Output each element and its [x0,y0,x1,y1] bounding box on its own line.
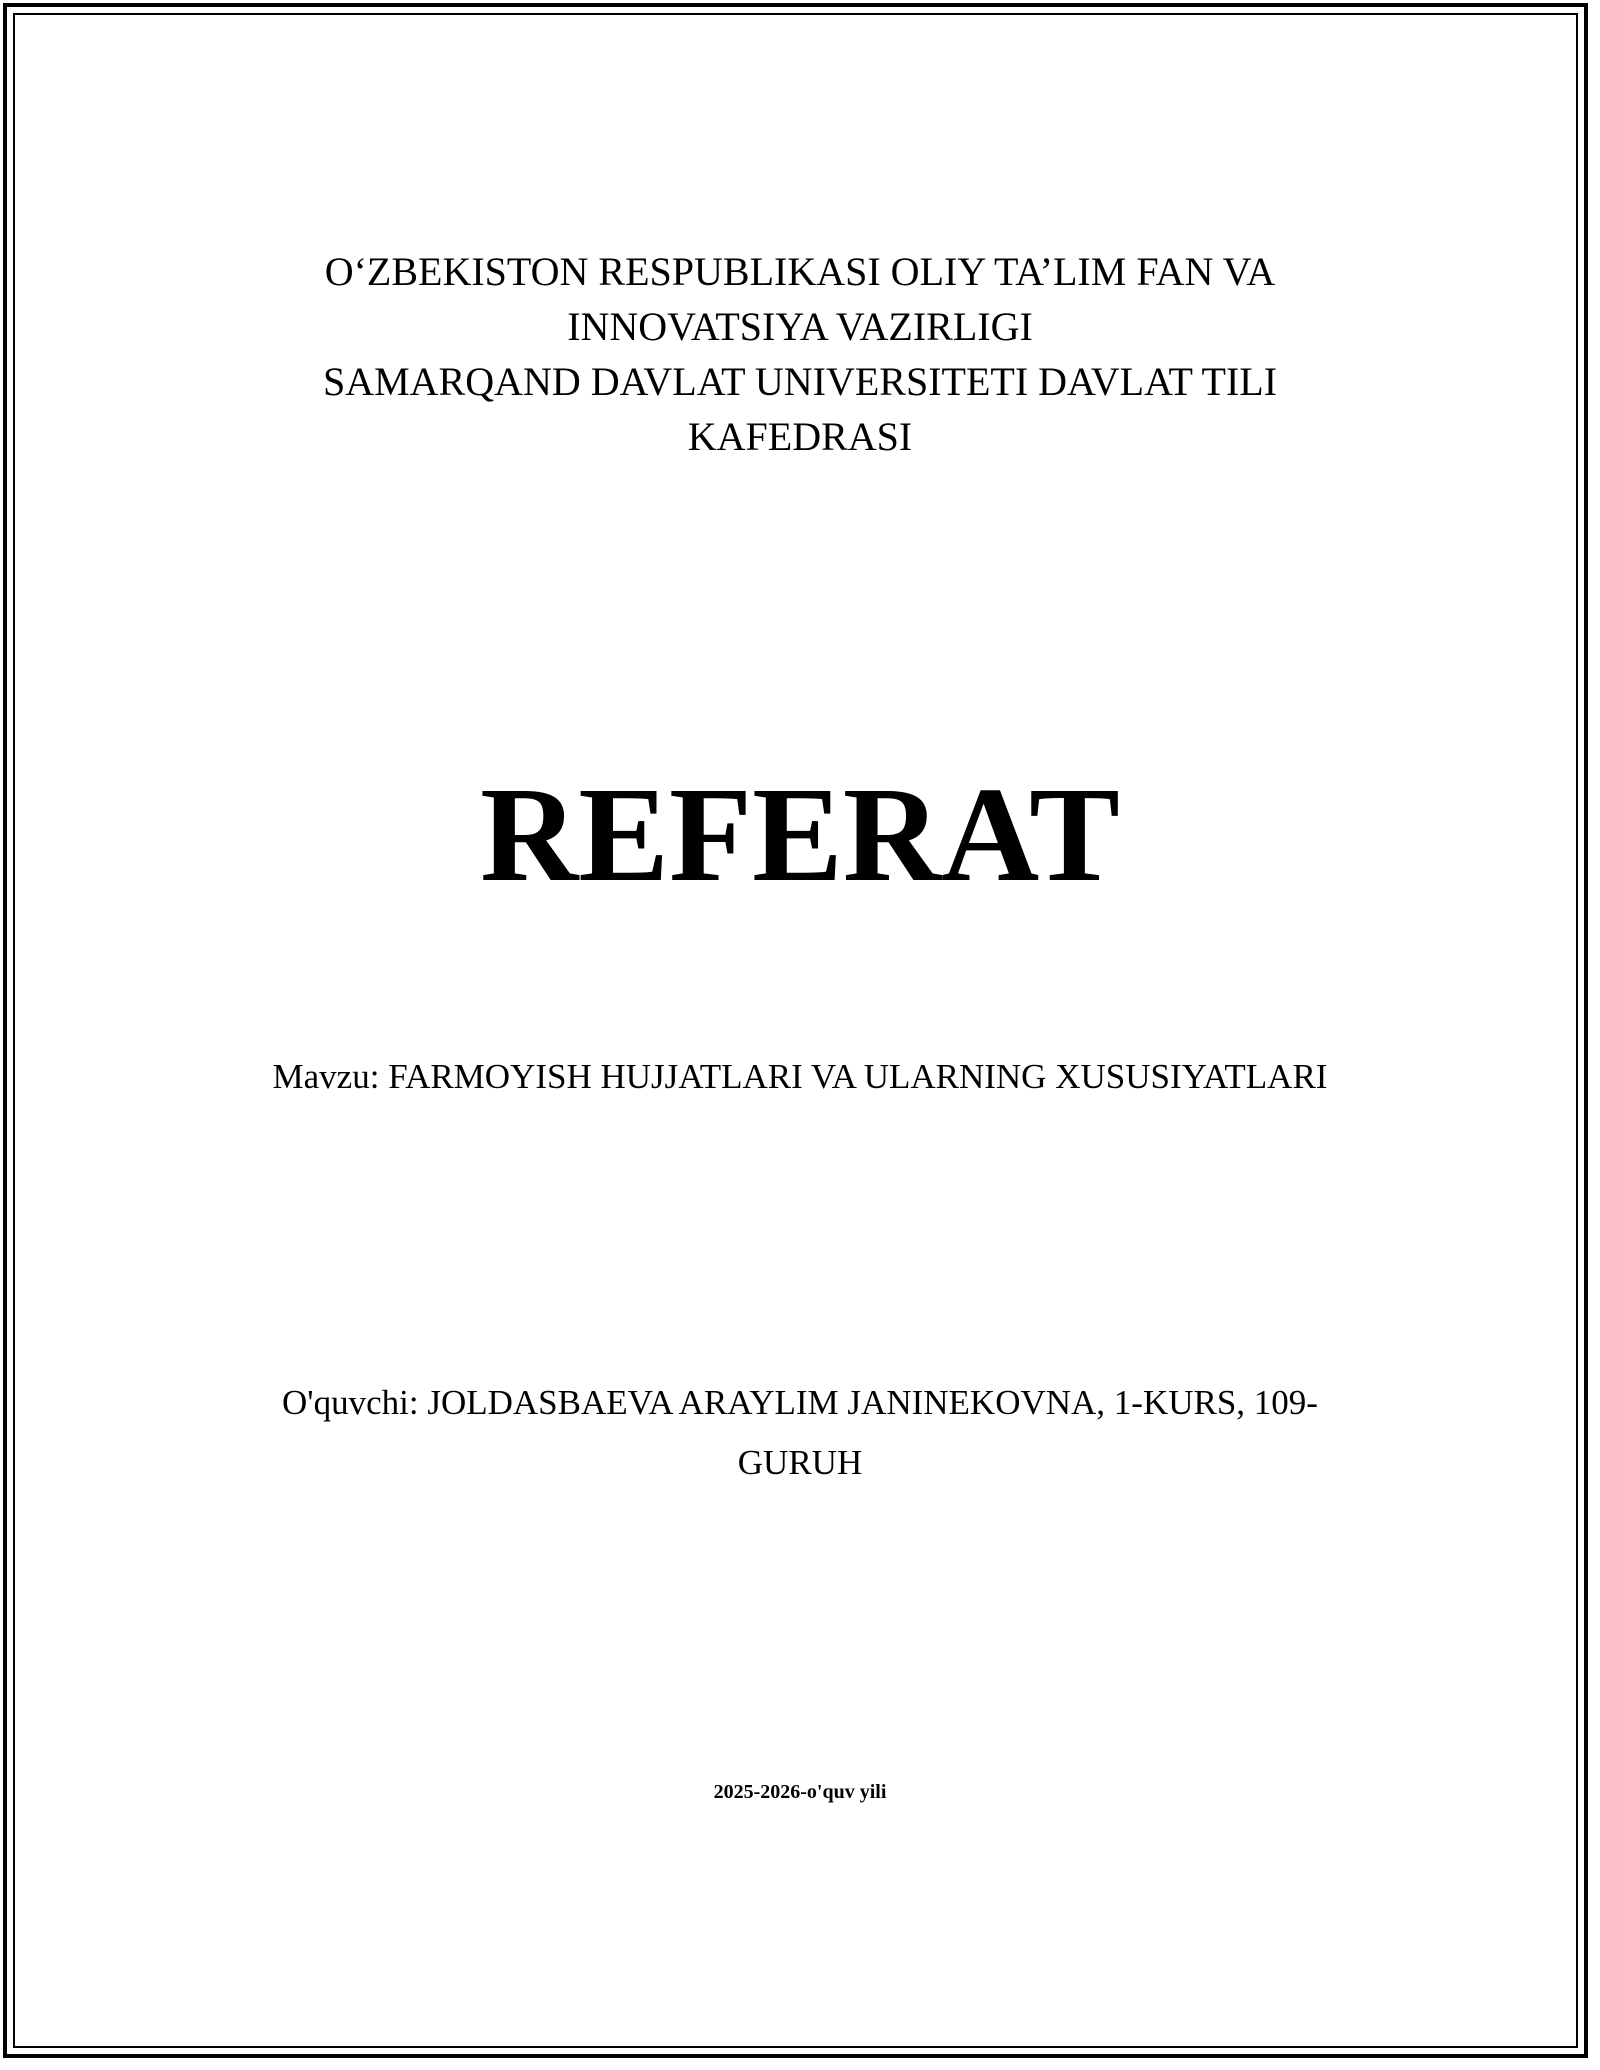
student-line-2: GURUH [737,1443,863,1482]
institution-header [0,244,1600,464]
institution-line-2: INNOVATSIYA VAZIRLIGI [567,304,1033,349]
student-line-1: O'quvchi: JOLDASBAEVA ARAYLIM JANINEKOVNA, 1-KURS, 109- [282,1383,1318,1422]
topic-line: Mavzu: FARMOYISH HUJJATLARI VA ULARNING XUSUSIYATLARI [272,1057,1328,1096]
institution-line-1: O‘ZBEKISTON RESPUBLIKASI OLIY TA’LIM FAN VA [324,249,1276,294]
student-info [0,1373,1600,1493]
academic-year: 2025-2026-o'quv yili [713,1781,887,1803]
document-title: REFERAT [480,760,1120,910]
institution-line-4: KAFEDRASI [687,414,913,459]
institution-line-3: SAMARQAND DAVLAT UNIVERSITETI DAVLAT TILI [322,359,1278,404]
